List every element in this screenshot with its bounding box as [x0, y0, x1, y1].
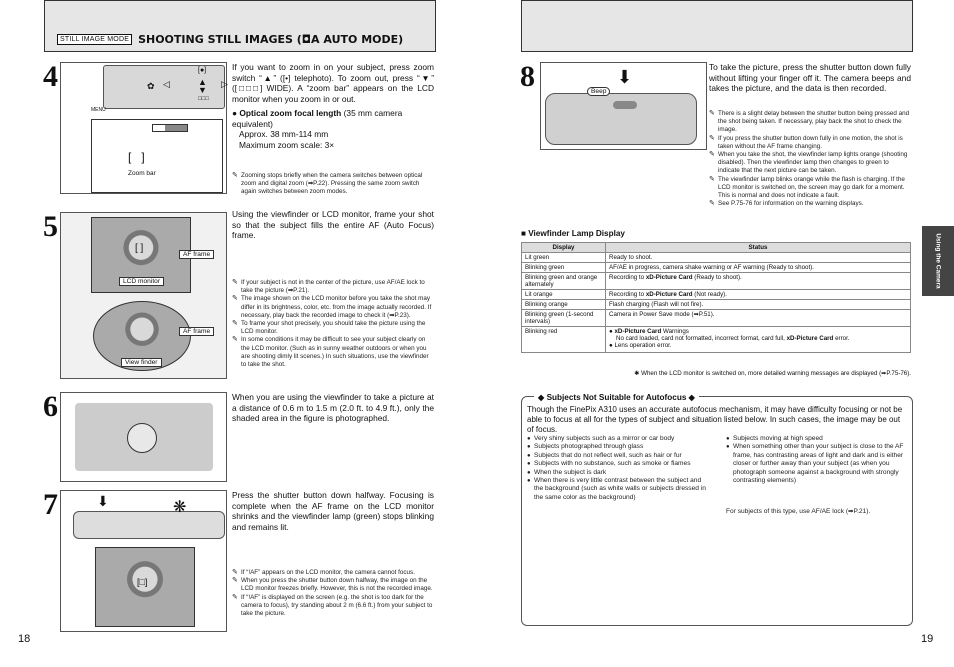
- step-8-number: 8: [520, 60, 535, 93]
- note-text: Zooming stops briefly when the camera switches between optical zoom and digital zoom (➡P.22). Pressing the same zoom switch again switches between zoom modes.: [241, 172, 423, 196]
- step-7-number: 7: [43, 488, 58, 521]
- list-item: ● When there is very little contrast between the subject and the background (such as white walls or subjects dressed in the same color as the background): [527, 477, 707, 502]
- spec-line-3: Maximum zoom scale: 3×: [239, 139, 335, 150]
- table-row: Blinking red ● xD-Picture Card Warnings No card loaded, card not formatted, incorrect format, card full, xD-Picture Card error. ● Lens operation error.: [522, 327, 911, 353]
- note-icon: ✎: [709, 151, 715, 159]
- list-item: ● Subjects with no substance, such as smoke or flames: [527, 460, 707, 468]
- step-5-note: ✎ The image shown on the LCD monitor before you take the shot may differ in its brightness, color, etc. from the image actually recorded. If necessary, play back the recorded image to check it (➡P.23).: [232, 295, 432, 319]
- zoom-up-arrow-icon: ▲: [198, 77, 207, 87]
- shrunk-af-frame: [□]: [137, 577, 148, 587]
- note-icon: ✎: [232, 320, 238, 328]
- zoom-down-arrow-icon: ▼: [198, 85, 207, 95]
- beep-label: Beep: [587, 87, 610, 96]
- lamp-blink-icon: ❋: [173, 499, 187, 516]
- note-icon: ✎: [232, 295, 238, 303]
- step-8-note: ✎ If you press the shutter button down fully in one motion, the shot is taken without the AF frame changing.: [709, 134, 903, 150]
- left-nav-icon: ◁: [163, 79, 170, 89]
- camera-top: [73, 511, 225, 539]
- note-icon: ✎: [709, 134, 715, 142]
- autofocus-title: ◆ Subjects Not Suitable for Autofocus ◆: [534, 392, 699, 402]
- step-4-text: If you want to zoom in on your subject, press zoom switch “▲” ([•] telephoto). To zoom out, press “▼” ([□□□] WIDE). A “zoom bar” appears on the LCD monitor when you zoom in or out.: [232, 62, 434, 104]
- af-frame-label: AF frame: [179, 250, 214, 259]
- list-item: ● Very shiny subjects such as a mirror or car body: [527, 435, 707, 443]
- af-brackets: [ ]: [128, 150, 145, 164]
- macro-icon: ✿: [147, 81, 155, 91]
- page-number-left: 18: [18, 633, 31, 645]
- step-8-note: ✎ The viewfinder lamp blinks orange while the flash is charging. If the LCD monitor is switched on, the screen may go dark for a moment. This is normal and does not indicate a fault.: [709, 175, 905, 200]
- step-6-number: 6: [43, 390, 58, 423]
- step-7-text: Press the shutter button down halfway. Focusing is complete when the AF frame on the LCD monitor shrinks and the viewfinder lamp (green) stops blinking and remains lit.: [232, 490, 434, 532]
- step-7-notes: [232, 569, 434, 618]
- shutter-button: [613, 101, 637, 109]
- note-icon: ✎: [232, 279, 238, 286]
- spec-label: Optical zoom focal length: [239, 108, 342, 118]
- step-8-camera-figure: [540, 62, 707, 150]
- viewfinder-label: View finder: [121, 358, 162, 367]
- step-7-note: ✎ If “!AF” is displayed on the screen (e.g. the shot is too dark for the camera to focus), try standing about 2 m (6.6 ft.) from your subject to take the picture.: [232, 593, 433, 618]
- note-icon: ✎: [232, 336, 238, 344]
- step-5-note: ✎ If your subject is not in the center of the picture, use AF/AE lock to take the picture (➡P.21).: [232, 279, 425, 295]
- step-5-note: ✎ To frame your shot precisely, you should take the picture using the LCD monitor.: [232, 320, 426, 336]
- step-4-note: [232, 172, 434, 197]
- list-item: ● When something other than your subject is close to the AF frame, has contrasting areas of light and dark and is either closer or further away than your subject (as when you photograph someone against a background with strongly contrasting elements): [726, 443, 906, 485]
- vf-table-footnote: ✱ When the LCD monitor is switched on, more detailed warning messages are displayed (➡P.75-76).: [634, 370, 911, 377]
- table-row: Lit green Ready to shoot.: [522, 253, 911, 263]
- step-4-number: 4: [43, 60, 58, 93]
- table-row: Blinking orange Flash charging (Flash will not fire).: [522, 300, 911, 310]
- step-5-number: 5: [43, 210, 58, 243]
- table-row: Lit orange Recording to xD-Picture Card (Not ready).: [522, 290, 911, 300]
- table-header-row: [522, 243, 911, 253]
- lcd-monitor-label: LCD monitor: [119, 277, 164, 286]
- note-icon: ✎: [709, 200, 715, 208]
- step-4-camera-figure: [60, 62, 227, 194]
- page-title: SHOOTING STILL IMAGES (◘A AUTO MODE): [138, 33, 404, 46]
- lcd-photo-focused: [95, 547, 195, 627]
- step-4-spec: [232, 108, 434, 150]
- step-7-note: ✎ When you press the shutter button down halfway, the image on the LCD monitor freezes briefly. However, this is not the recorded image.: [232, 577, 433, 593]
- note-icon: ✎: [232, 172, 238, 179]
- step-5-note: ✎ In some conditions it may be difficult to see your subject clearly on the LCD monitor. (Such as in sunny weather outdoors or when you are shooting dimly lit scenes.) In such situations, use the viewfinder to take the shot.: [232, 336, 429, 369]
- list-item: ● Subjects moving at high speed: [726, 435, 906, 443]
- shutter-down-arrow-icon: ⬇: [617, 67, 633, 87]
- zoom-bar-label: Zoom bar: [128, 170, 156, 177]
- list-item: ● Subjects photographed through glass: [527, 443, 707, 451]
- zoom-wide-icon: □□□: [198, 96, 209, 102]
- step-5-text: Using the viewfinder or LCD monitor, frame your shot so that the subject fills the entire AF (Auto Focus) frame.: [232, 209, 434, 241]
- table-row: Blinking green and orange alternately Recording to xD-Picture Card (Ready to shoot).: [522, 273, 911, 290]
- vf-lamp-table: [521, 242, 911, 353]
- col-status: Status: [606, 243, 911, 253]
- note-icon: ✎: [232, 569, 238, 576]
- vf-table-heading: ■ Viewfinder Lamp Display: [521, 229, 625, 238]
- table-row: Blinking green AF/AE in progress, camera shake warning or AF warning (Ready to shoot).: [522, 263, 911, 273]
- left-header-title-row: [57, 33, 403, 46]
- zoom-bar: [152, 124, 188, 132]
- spec-bullet: ●: [232, 108, 240, 118]
- zoom-tele-icon: [●]: [198, 67, 207, 74]
- still-image-mode-tag: STILL IMAGE MODE: [57, 34, 132, 45]
- step-7-note: ✎ If “!AF” appears on the LCD monitor, the camera cannot focus.: [232, 569, 415, 576]
- spec-line-2: Approx. 38 mm-114 mm: [239, 129, 329, 140]
- shutter-press-arrow-icon: ⬇: [97, 493, 109, 509]
- step-7-figure: [60, 490, 227, 632]
- step-5-figure: [60, 212, 227, 379]
- step-8-note: ✎ There is a slight delay between the shutter button being pressed and the shot being taken. If necessary, play back the shot to check the image.: [709, 110, 910, 134]
- note-icon: ✎: [709, 175, 715, 183]
- autofocus-left-list: [527, 435, 707, 502]
- step-6-viewfinder-figure: [60, 392, 227, 482]
- col-display: Display: [522, 243, 606, 253]
- note-icon: ✎: [709, 110, 715, 117]
- af-frame-label-2: AF frame: [179, 327, 214, 336]
- lcd-screen: [91, 119, 223, 193]
- autofocus-intro: Though the FinePix A310 uses an accurate autofocus mechanism, it may have difficulty focusing or not be able to focus at all for the types of subject and situation listed below. In such cases, the image may be out of focus.: [527, 405, 903, 434]
- step-8-notes: [709, 110, 911, 208]
- autofocus-ae-lock: For subjects of this type, use AF/AE lock (➡P.21).: [726, 508, 871, 515]
- step-8-text: To take the picture, press the shutter button down fully without lifting your finger off it. The camera beeps and takes the picture, and the data is then recorded.: [709, 62, 911, 94]
- af-circle: [127, 423, 157, 453]
- right-header-band: [521, 0, 913, 52]
- menu-label: MENU: [91, 107, 106, 113]
- page-number-right: 19: [921, 633, 934, 645]
- step-5-notes: [232, 279, 434, 369]
- list-item: ● When the subject is dark: [527, 469, 707, 477]
- autofocus-right-list: [726, 435, 906, 485]
- table-row: Blinking green (1-second intervals) Camera in Power Save mode (➡P.51).: [522, 310, 911, 327]
- note-icon: ✎: [232, 593, 238, 601]
- step-8-note: ✎ When you take the shot, the viewfinder lamp lights orange (shooting disabled). Then the viewfinder lamp then changes to green to indicate that the next picture can be taken.: [709, 151, 908, 175]
- step-8-note: ✎ See P.75-76 for information on the warning displays.: [709, 200, 864, 208]
- af-frame-marker: [ ]: [135, 243, 144, 254]
- right-nav-icon: ▷: [221, 79, 228, 89]
- side-tab-label: Using the Camera: [934, 233, 942, 289]
- spec-rest: (35 mm camera equivalent): [232, 108, 403, 129]
- step-6-text: When you are using the viewfinder to take a picture at a distance of 0.6 m to 1.5 m (2.0 ft. to 4.9 ft.), only the shaded area in the figure is photographed.: [232, 392, 434, 424]
- note-icon: ✎: [232, 577, 238, 585]
- side-tab-using-camera: [922, 226, 954, 296]
- list-item: ● Subjects that do not reflect well, such as hair or fur: [527, 452, 707, 460]
